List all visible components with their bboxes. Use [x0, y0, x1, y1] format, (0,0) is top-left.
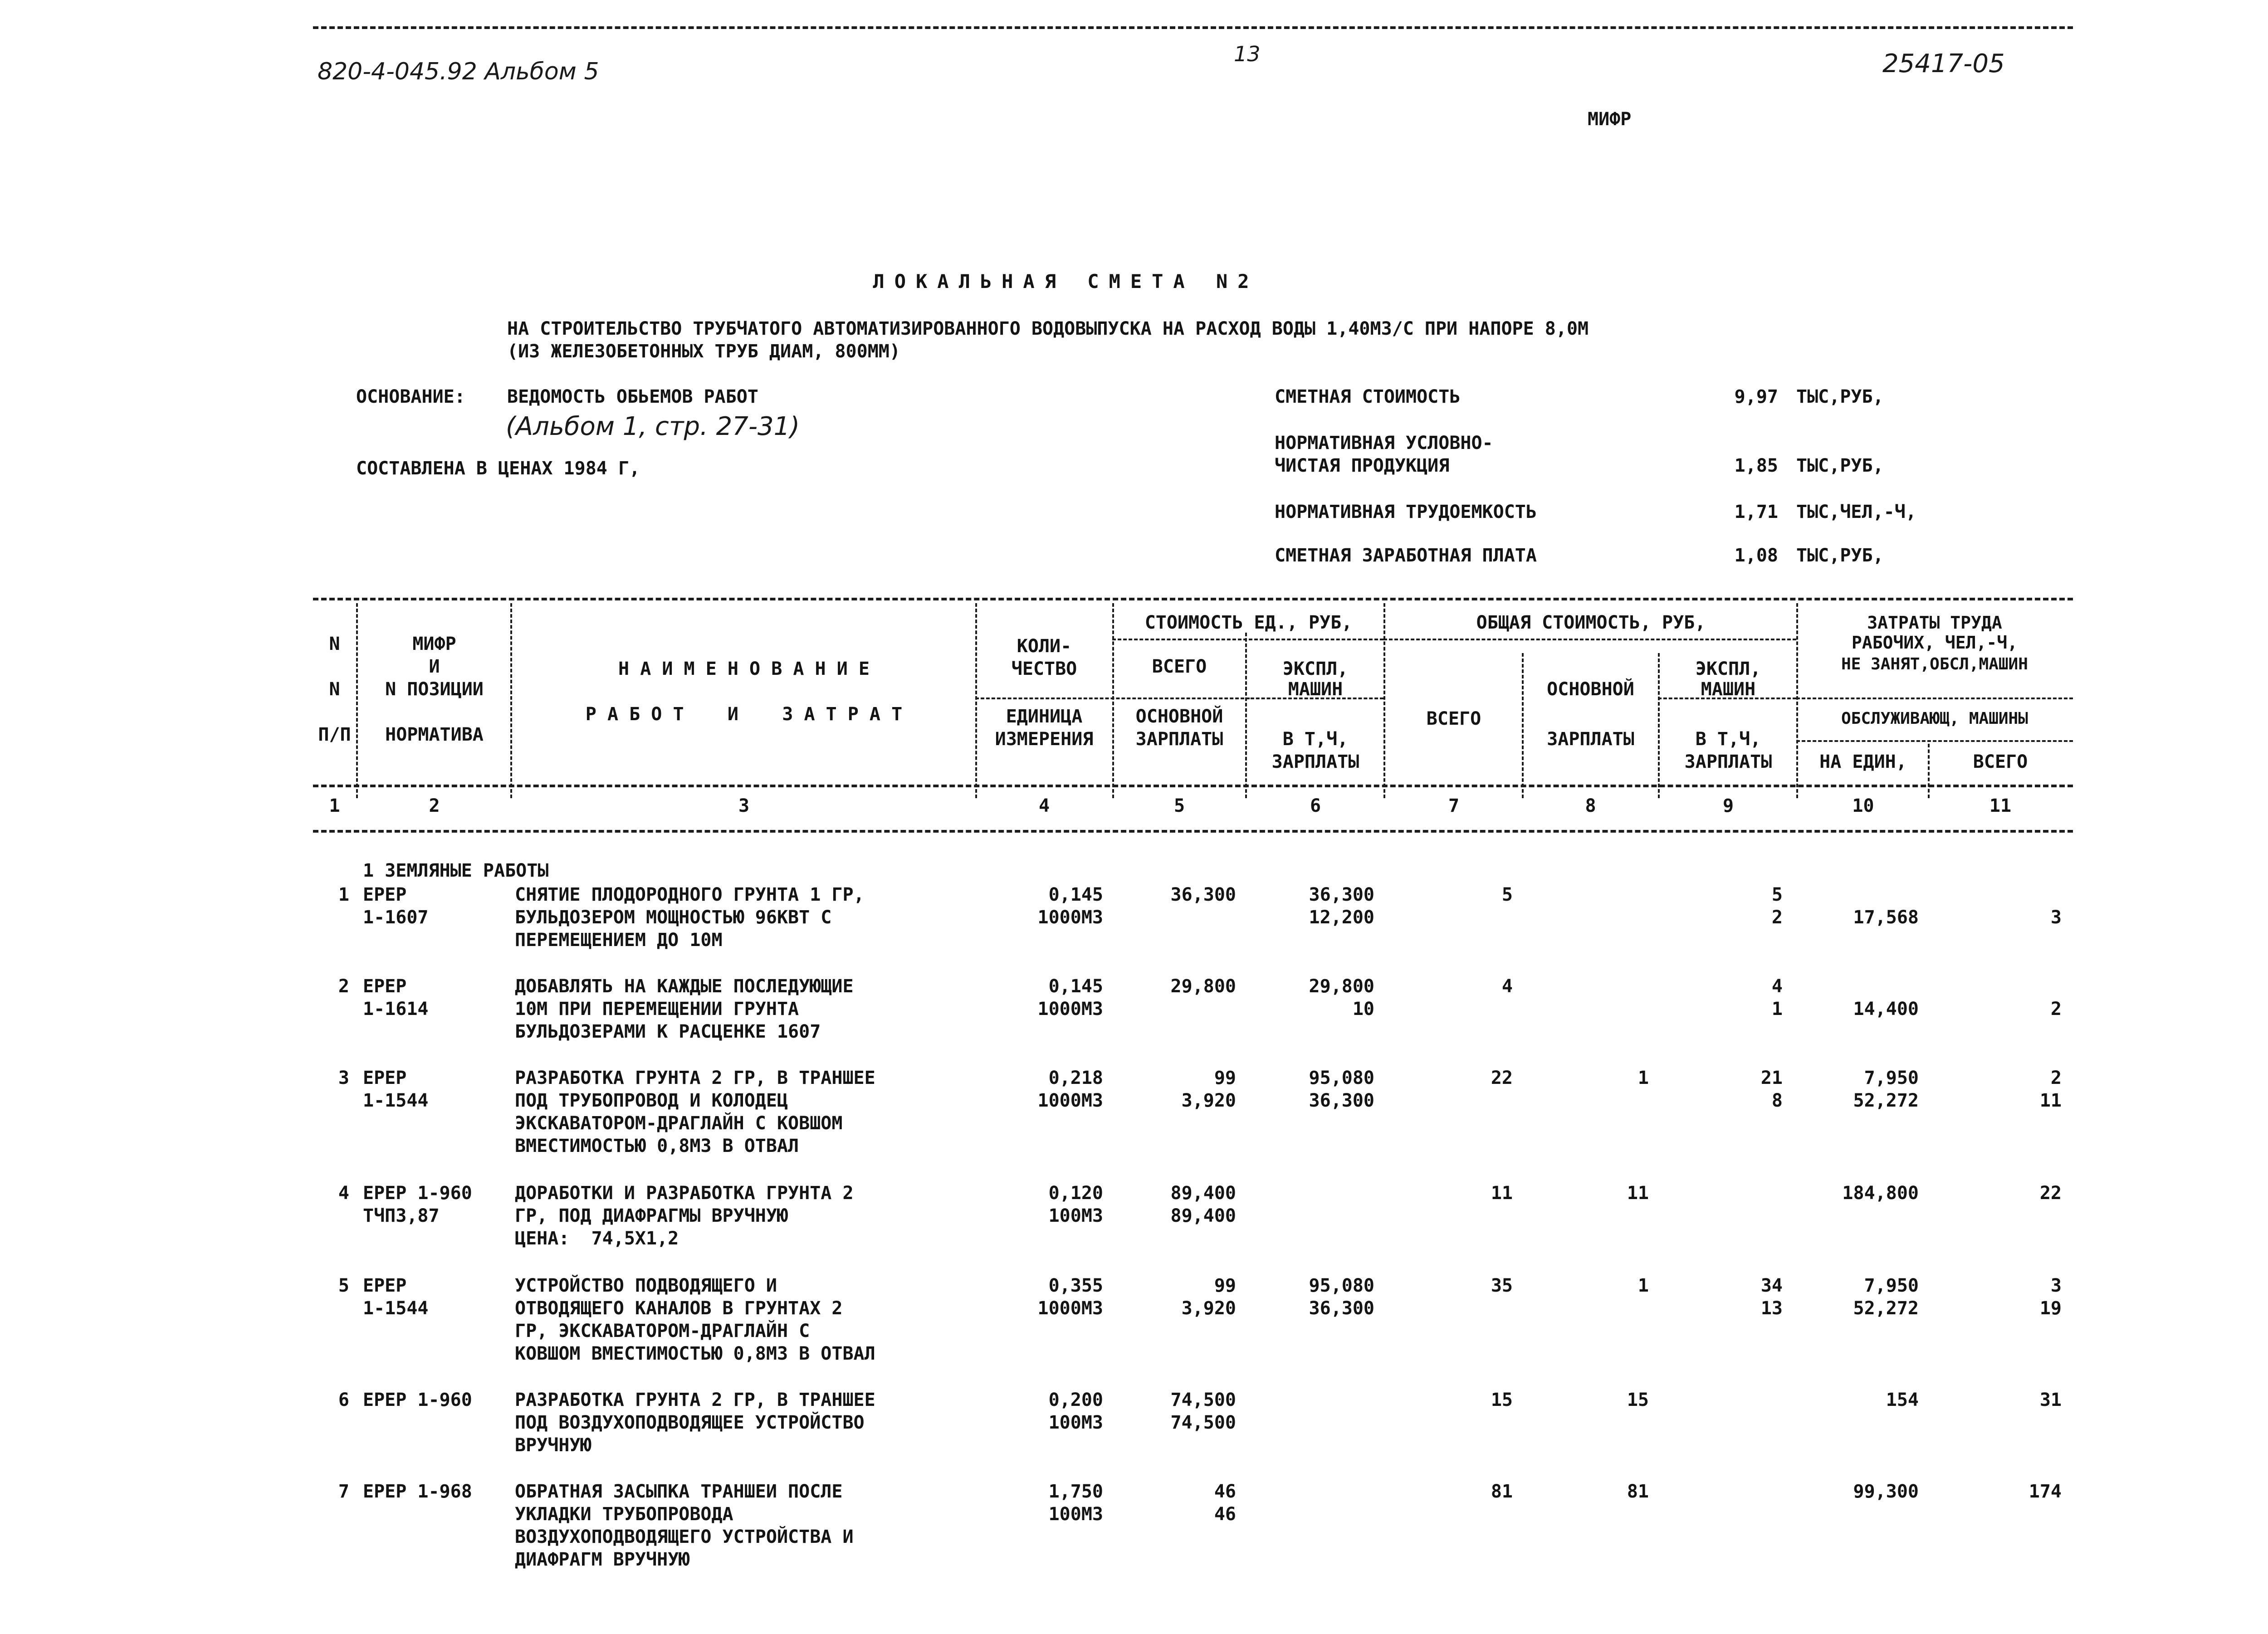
row-unit-cost-total: 74,500	[1170, 1390, 1236, 1410]
row-work-name: ПЕРЕМЕЩЕНИЕМ ДО 10М	[515, 930, 723, 951]
row-quantity: 0,120	[1048, 1183, 1103, 1204]
row-work-name: УСТРОЙСТВО ПОДВОДЯЩЕГО И	[515, 1275, 777, 1296]
row-number: 4	[338, 1183, 349, 1204]
header-col9-line: МАШИН	[1701, 679, 1756, 700]
column-separator	[1796, 603, 1798, 798]
numbers-bottom-rule	[313, 830, 2073, 833]
header-col9-line: В Т,Ч,	[1695, 729, 1761, 750]
document-title: ЛОКАЛЬНАЯ СМЕТА N2	[873, 270, 1259, 293]
header-group-unit-cost: СТОИМОСТЬ ЕД., РУБ,	[1144, 612, 1353, 633]
row-quantity: 100М3	[1048, 1504, 1103, 1525]
row-work-name: ДОРАБОТКИ И РАЗРАБОТКА ГРУНТА 2	[515, 1183, 854, 1204]
column-separator	[1383, 603, 1385, 798]
section-name: ЗЕМЛЯНЫЕ РАБОТЫ	[385, 860, 549, 881]
header-col6-line: ЗАРПЛАТЫ	[1271, 751, 1359, 772]
row-unit-cost-total: 89,400	[1170, 1183, 1236, 1204]
row-labor-per-unit: 184,800	[1842, 1183, 1919, 1204]
header-col6-line: МАШИН	[1288, 679, 1343, 700]
basis-value: ВЕДОМОСТЬ ОБЬЕМОВ РАБОТ	[507, 386, 758, 407]
row-base-salary: 1	[1637, 1275, 1649, 1296]
summary-value: 1,71	[1734, 502, 1778, 522]
summary-value: 1,08	[1734, 545, 1778, 566]
row-labor-total: 174	[2028, 1481, 2062, 1502]
row-norm-code: 1-1544	[363, 1298, 429, 1319]
row-machine-cost: 21	[1760, 1068, 1783, 1088]
row-unit-cost-total: 46	[1214, 1504, 1236, 1525]
row-labor-total: 3	[2050, 907, 2062, 928]
row-quantity: 1,750	[1048, 1481, 1103, 1502]
row-work-name: РАЗРАБОТКА ГРУНТА 2 ГР, В ТРАНШЕЕ	[515, 1390, 875, 1410]
header-col2-line: НОРМАТИВА	[385, 724, 484, 745]
column-separator	[356, 603, 358, 798]
row-total-cost: 22	[1491, 1068, 1513, 1088]
summary-unit: ТЫС,ЧЕЛ,-Ч,	[1796, 502, 1916, 522]
row-labor-per-unit: 14,400	[1853, 999, 1919, 1019]
section-number: 1	[363, 860, 374, 881]
header-col1-line: П/П	[318, 724, 351, 745]
column-number: 1	[329, 795, 340, 816]
header-col8-line: ОСНОВНОЙ	[1547, 679, 1634, 700]
page-number: 13	[1234, 42, 1261, 66]
row-number: 2	[338, 976, 349, 997]
column-number: 5	[1173, 795, 1185, 816]
row-labor-per-unit: 154	[1886, 1390, 1919, 1410]
row-unit-cost-machines: 95,080	[1309, 1275, 1374, 1296]
row-base-salary: 1	[1637, 1068, 1649, 1088]
row-labor-per-unit: 52,272	[1853, 1298, 1919, 1319]
header-col4-line: КОЛИ-	[1017, 636, 1072, 657]
column-number: 8	[1585, 795, 1596, 816]
row-unit-cost-total: 99	[1214, 1275, 1236, 1296]
row-labor-per-unit: 7,950	[1864, 1068, 1919, 1088]
row-labor-total: 3	[2050, 1275, 2062, 1296]
row-unit-cost-machines: 10	[1352, 999, 1374, 1019]
top-rule	[313, 26, 2073, 29]
row-work-name: ПОД ВОЗДУХОПОДВОДЯЩЕЕ УСТРОЙСТВО	[515, 1412, 865, 1433]
row-number: 3	[338, 1068, 349, 1088]
basis-label: ОСНОВАНИЕ:	[356, 386, 465, 407]
row-labor-total: 11	[2039, 1090, 2062, 1111]
row-work-name: БУЛЬДОЗЕРАМИ К РАСЦЕНКЕ 1607	[515, 1021, 821, 1042]
header-col6-line: В Т,Ч,	[1282, 729, 1349, 750]
row-work-name: ВРУЧНУЮ	[515, 1435, 591, 1456]
column-number: 6	[1310, 795, 1321, 816]
header-col2-line: И	[429, 656, 440, 677]
organization-label: МИФР	[1588, 109, 1632, 130]
row-labor-per-unit: 17,568	[1853, 907, 1919, 928]
group-separator	[1796, 697, 2073, 699]
header-col9-line: ЭКСПЛ,	[1695, 658, 1761, 679]
header-col2-line: МИФР	[412, 634, 456, 654]
header-col9-line: ЗАРПЛАТЫ	[1684, 751, 1772, 772]
header-col4-line: ЕДИНИЦА	[1006, 706, 1083, 727]
row-number: 7	[338, 1481, 349, 1502]
row-unit-cost-machines: 29,800	[1309, 976, 1374, 997]
row-norm-code: ТЧП3,87	[363, 1205, 440, 1226]
column-separator	[975, 603, 977, 798]
summary-label-continued: ЧИСТАЯ ПРОДУКЦИЯ	[1275, 455, 1450, 476]
column-number: 7	[1448, 795, 1460, 816]
group-separator	[1112, 639, 1383, 640]
header-col1-line: N	[329, 679, 340, 700]
row-work-name: РАЗРАБОТКА ГРУНТА 2 ГР, В ТРАНШЕЕ	[515, 1068, 875, 1088]
summary-label: НОРМАТИВНАЯ ТРУДОЕМКОСТЬ	[1275, 502, 1537, 522]
row-unit-cost-machines: 12,200	[1309, 907, 1374, 928]
row-quantity: 0,355	[1048, 1275, 1103, 1296]
column-number: 3	[738, 795, 750, 816]
column-separator	[1658, 653, 1660, 798]
row-unit-cost-total: 3,920	[1181, 1090, 1236, 1111]
row-quantity: 0,200	[1048, 1390, 1103, 1410]
header-col10: НА ЕДИН,	[1819, 751, 1907, 772]
header-group-labor-line: РАБОЧИХ, ЧЕЛ,-Ч,	[1851, 633, 2018, 653]
row-labor-total: 2	[2050, 999, 2062, 1019]
column-number: 10	[1852, 795, 1874, 816]
row-norm-code: 1-1544	[363, 1090, 429, 1111]
row-base-salary: 11	[1627, 1183, 1649, 1204]
row-unit-cost-total: 74,500	[1170, 1412, 1236, 1433]
row-work-name: ЭКСКАВАТОРОМ-ДРАГЛАЙН С КОВШОМ	[515, 1113, 843, 1134]
row-work-name: СНЯТИЕ ПЛОДОРОДНОГО ГРУНТА 1 ГР,	[515, 884, 865, 905]
row-work-name: УКЛАДКИ ТРУБОПРОВОДА	[515, 1504, 733, 1525]
row-work-name: ПОД ТРУБОПРОВОД И КОЛОДЕЦ	[515, 1090, 788, 1111]
row-unit-cost-machines: 36,300	[1309, 1298, 1374, 1319]
row-norm-code: ЕРЕР 1-960	[363, 1183, 472, 1204]
row-work-name: ГР, ЭКСКАВАТОРОМ-ДРАГЛАЙН С	[515, 1321, 810, 1341]
subtitle-line-2: (ИЗ ЖЕЛЕЗОБЕТОННЫХ ТРУБ ДИАМ, 800ММ)	[507, 341, 900, 362]
row-work-name: ЦЕНА: 74,5Х1,2	[515, 1228, 679, 1249]
row-machine-cost: 1	[1771, 999, 1783, 1019]
row-unit-cost-total: 36,300	[1170, 884, 1236, 905]
row-unit-cost-total: 29,800	[1170, 976, 1236, 997]
row-labor-per-unit: 99,300	[1853, 1481, 1919, 1502]
header-col5-line: ОСНОВНОЙ	[1135, 706, 1223, 727]
row-labor-total: 2	[2050, 1068, 2062, 1088]
row-unit-cost-machines: 95,080	[1309, 1068, 1374, 1088]
row-machine-cost: 34	[1760, 1275, 1783, 1296]
header-col3-line: Р А Б О Т И З А Т Р А Т	[585, 704, 903, 725]
row-quantity: 1000М3	[1037, 1090, 1103, 1111]
document-number: 25417-05	[1882, 49, 2005, 78]
header-col11: ВСЕГО	[1973, 751, 2028, 772]
row-machine-cost: 4	[1771, 976, 1783, 997]
row-quantity: 1000М3	[1037, 1298, 1103, 1319]
row-total-cost: 81	[1491, 1481, 1513, 1502]
row-base-salary: 81	[1627, 1481, 1649, 1502]
row-unit-cost-total: 46	[1214, 1481, 1236, 1502]
row-total-cost: 4	[1501, 976, 1513, 997]
subtitle-line-1: НА СТРОИТЕЛЬСТВО ТРУБЧАТОГО АВТОМАТИЗИРОВАННОГО ВОДОВЫПУСКА НА РАСХОД ВОДЫ 1,40М3/С ПРИ НАПОРЕ 8,0М	[507, 318, 1589, 339]
row-quantity: 0,218	[1048, 1068, 1103, 1088]
header-col5-line: ЗАРПЛАТЫ	[1135, 729, 1223, 750]
table-top-rule	[313, 598, 2073, 600]
row-number: 5	[338, 1275, 349, 1296]
row-quantity: 1000М3	[1037, 999, 1103, 1019]
row-norm-code: 1-1614	[363, 999, 429, 1019]
document-code: 820-4-045.92 Альбом 5	[318, 58, 599, 85]
row-norm-code: ЕРЕР	[363, 1275, 407, 1296]
row-unit-cost-total: 3,920	[1181, 1298, 1236, 1319]
row-unit-cost-machines: 36,300	[1309, 1090, 1374, 1111]
column-number: 11	[1989, 795, 2012, 816]
summary-unit: ТЫС,РУБ,	[1796, 545, 1884, 566]
row-total-cost: 15	[1491, 1390, 1513, 1410]
row-work-name: ВМЕСТИМОСТЬЮ 0,8М3 В ОТВАЛ	[515, 1136, 799, 1156]
row-norm-code: ЕРЕР	[363, 884, 407, 905]
header-col4-line: ЧЕСТВО	[1011, 658, 1077, 679]
header-bottom-rule	[313, 785, 2073, 787]
row-quantity: 100М3	[1048, 1412, 1103, 1433]
row-work-name: ВОЗДУХОПОДВОДЯЩЕГО УСТРОЙСТВА И	[515, 1527, 854, 1547]
summary-unit: ТЫС,РУБ,	[1796, 455, 1884, 476]
row-quantity: 0,145	[1048, 976, 1103, 997]
header-group-labor-machine: ОБСЛУЖИВАЮЩ, МАШИНЫ	[1841, 709, 2028, 728]
row-labor-per-unit: 52,272	[1853, 1090, 1919, 1111]
row-machine-cost: 13	[1760, 1298, 1783, 1319]
section-title	[363, 859, 548, 882]
header-group-labor-line: ЗАТРАТЫ ТРУДА	[1867, 613, 2002, 633]
header-col1-line: N	[329, 634, 340, 654]
row-labor-total: 31	[2039, 1390, 2062, 1410]
row-total-cost: 35	[1491, 1275, 1513, 1296]
column-separator	[1245, 633, 1247, 798]
row-machine-cost: 5	[1771, 884, 1783, 905]
row-work-name: ДИАФРАГМ ВРУЧНУЮ	[515, 1549, 690, 1570]
header-col8-line: ЗАРПЛАТЫ	[1547, 729, 1634, 750]
summary-label: НОРМАТИВНАЯ УСЛОВНО-	[1275, 433, 1493, 454]
column-number: 4	[1038, 795, 1050, 816]
column-number: 2	[429, 795, 440, 816]
row-quantity: 100М3	[1048, 1205, 1103, 1226]
row-unit-cost-machines: 36,300	[1309, 884, 1374, 905]
row-labor-total: 19	[2039, 1298, 2062, 1319]
row-labor-total: 22	[2039, 1183, 2062, 1204]
row-machine-cost: 2	[1771, 907, 1783, 928]
summary-label: СМЕТНАЯ СТОИМОСТЬ	[1275, 386, 1461, 407]
row-work-name: ОБРАТНАЯ ЗАСЫПКА ТРАНШЕИ ПОСЛЕ	[515, 1481, 843, 1502]
row-base-salary: 15	[1627, 1390, 1649, 1410]
summary-value: 1,85	[1734, 455, 1778, 476]
row-labor-per-unit: 7,950	[1864, 1275, 1919, 1296]
column-number: 9	[1722, 795, 1734, 816]
row-norm-code: ЕРЕР 1-960	[363, 1390, 472, 1410]
row-work-name: ОТВОДЯЩЕГО КАНАЛОВ В ГРУНТАХ 2	[515, 1298, 843, 1319]
group-separator	[975, 697, 1250, 699]
row-norm-code: ЕРЕР	[363, 976, 407, 997]
row-work-name: ДОБАВЛЯТЬ НА КАЖДЫЕ ПОСЛЕДУЮЩИЕ	[515, 976, 854, 997]
header-col3-line: Н А И М Е Н О В А Н И Е	[618, 658, 870, 679]
row-unit-cost-total: 99	[1214, 1068, 1236, 1088]
row-work-name: БУЛЬДОЗЕРОМ МОЩНОСТЬЮ 96КВТ С	[515, 907, 832, 928]
row-total-cost: 11	[1491, 1183, 1513, 1204]
column-separator	[1522, 653, 1524, 798]
row-unit-cost-total: 89,400	[1170, 1205, 1236, 1226]
row-quantity: 0,145	[1048, 884, 1103, 905]
row-norm-code: ЕРЕР	[363, 1068, 407, 1088]
summary-unit: ТЫС,РУБ,	[1796, 386, 1884, 407]
row-work-name: 10М ПРИ ПЕРЕМЕЩЕНИИ ГРУНТА	[515, 999, 799, 1019]
header-col2-line: N ПОЗИЦИИ	[385, 679, 484, 700]
column-separator	[510, 603, 512, 798]
row-norm-code: 1-1607	[363, 907, 429, 928]
row-machine-cost: 8	[1771, 1090, 1783, 1111]
column-separator	[1928, 744, 1930, 798]
group-separator	[1383, 639, 1796, 640]
header-col6-line: ЭКСПЛ,	[1282, 658, 1349, 679]
header-col4-line: ИЗМЕРЕНИЯ	[995, 729, 1094, 750]
prices-basis: СОСТАВЛЕНА В ЦЕНАХ 1984 Г,	[356, 458, 640, 479]
row-quantity: 1000М3	[1037, 907, 1103, 928]
basis-handwritten-reference: (Альбом 1, стр. 27-31)	[506, 412, 800, 441]
row-work-name: ГР, ПОД ДИАФРАГМЫ ВРУЧНУЮ	[515, 1205, 788, 1226]
row-number: 6	[338, 1390, 349, 1410]
header-group-labor-line: НЕ ЗАНЯТ,ОБСЛ,МАШИН	[1841, 655, 2028, 673]
group-separator	[1796, 740, 2073, 742]
row-work-name: КОВШОМ ВМЕСТИМОСТЬЮ 0,8М3 В ОТВАЛ	[515, 1343, 875, 1364]
header-group-total-cost: ОБЩАЯ СТОИМОСТЬ, РУБ,	[1476, 612, 1706, 633]
summary-label: СМЕТНАЯ ЗАРАБОТНАЯ ПЛАТА	[1275, 545, 1537, 566]
header-col5-line: ВСЕГО	[1152, 656, 1207, 677]
header-col7: ВСЕГО	[1426, 708, 1481, 729]
row-norm-code: ЕРЕР 1-968	[363, 1481, 472, 1502]
summary-value: 9,97	[1734, 386, 1778, 407]
row-number: 1	[338, 884, 349, 905]
row-total-cost: 5	[1501, 884, 1513, 905]
